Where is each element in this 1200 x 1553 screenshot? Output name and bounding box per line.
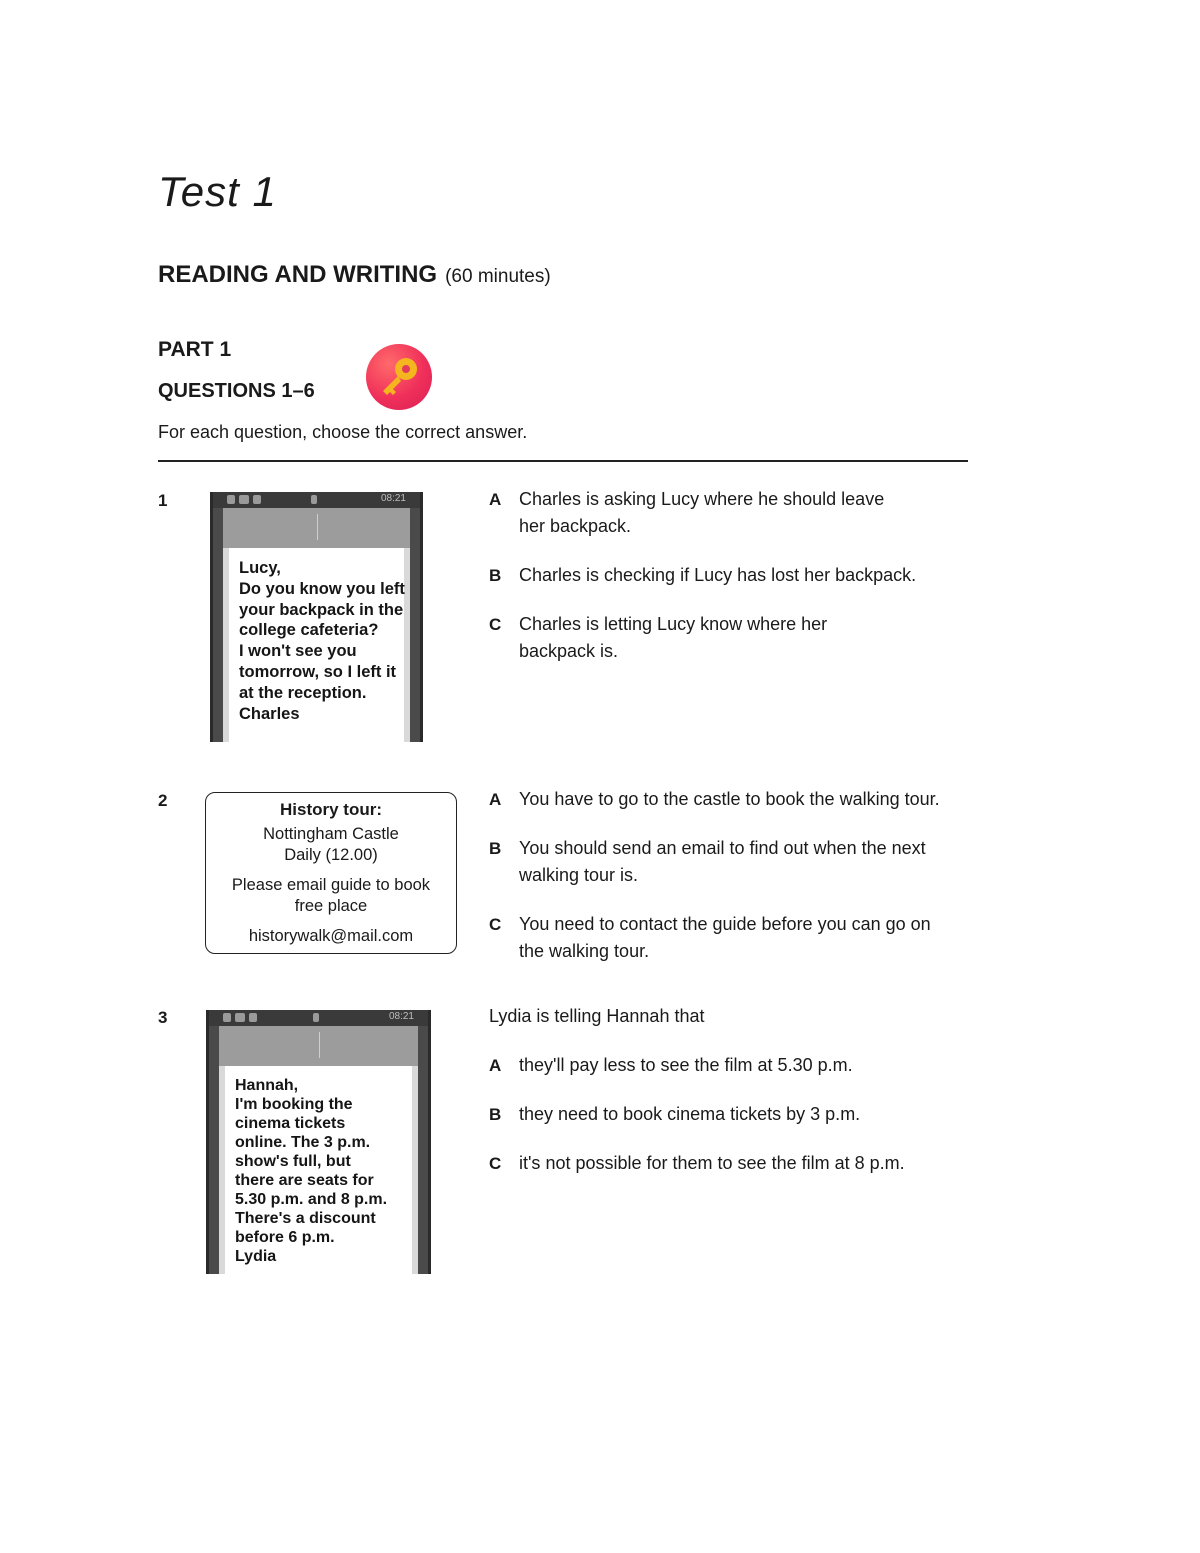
signal-icon: [249, 1013, 257, 1022]
message-line: tomorrow, so I left it: [239, 662, 397, 681]
option-text: her backpack.: [519, 516, 632, 536]
question-number: 3: [158, 1008, 168, 1027]
phone-app-header: [219, 1026, 418, 1066]
option-b[interactable]: [489, 562, 969, 589]
message-line: your backpack in the: [239, 600, 404, 619]
answer-options: [489, 486, 969, 665]
option-a[interactable]: [489, 486, 969, 540]
text-message: [229, 548, 404, 742]
option-letter: A: [489, 490, 502, 509]
option-text: Charles is asking Lucy where he should leave: [519, 489, 885, 509]
option-b[interactable]: [489, 1101, 969, 1128]
notice-line: Nottingham Castle: [263, 825, 399, 843]
option-text: it's not possible for them to see the film at 8 p.m.: [519, 1153, 905, 1173]
option-text: the walking tour.: [519, 941, 650, 961]
option-letter: B: [489, 1105, 502, 1124]
section-name: READING AND WRITING: [158, 261, 438, 288]
phone-time: 08:21: [380, 493, 406, 504]
message-line: Lucy,: [239, 559, 281, 577]
option-text: You have to go to the castle to book the walking tour.: [519, 789, 940, 809]
option-text: You should send an email to find out when the next: [519, 838, 926, 858]
network-icon: [311, 495, 317, 504]
notice-title: History tour:: [280, 800, 382, 819]
phone-status-bar: [209, 1010, 428, 1026]
signal-icon: [253, 495, 261, 504]
option-text: Charles is checking if Lucy has lost her backpack.: [519, 565, 917, 585]
option-letter: A: [489, 1056, 502, 1075]
option-letter: A: [489, 790, 502, 809]
message-line: Charles: [239, 704, 300, 723]
option-letter: B: [489, 839, 502, 858]
section-title: [158, 261, 551, 289]
option-a[interactable]: [489, 786, 979, 813]
option-c[interactable]: [489, 611, 969, 665]
status-icon: [235, 1013, 245, 1022]
status-icon: [223, 1013, 231, 1022]
message-line: online. The 3 p.m.: [235, 1134, 371, 1151]
option-b[interactable]: [489, 835, 979, 889]
message-line: Do you know you left: [239, 579, 405, 598]
option-letter: C: [489, 615, 502, 634]
option-text: walking tour is.: [519, 865, 639, 885]
message-line: at the reception.: [239, 683, 367, 702]
questions-label: QUESTIONS 1–6: [158, 380, 315, 402]
network-icon: [313, 1013, 319, 1022]
instruction: For each question, choose the correct answer.: [158, 422, 528, 442]
phone-mockup: [210, 492, 423, 742]
option-a[interactable]: [489, 1052, 969, 1079]
option-text: backpack is.: [519, 641, 619, 661]
text-message: [225, 1066, 412, 1274]
message-line: show's full, but: [235, 1153, 351, 1170]
notice-box: [205, 792, 457, 954]
option-letter: C: [489, 1154, 502, 1173]
option-text: Charles is letting Lucy know where her: [519, 614, 828, 634]
status-icon: [227, 495, 235, 504]
option-c[interactable]: [489, 911, 979, 965]
phone-screen: [223, 548, 410, 742]
answer-options: [489, 1052, 969, 1177]
message-line: I'm booking the: [235, 1096, 353, 1113]
option-letter: C: [489, 915, 502, 934]
test-title: Test 1: [158, 168, 277, 215]
message-line: I won't see you: [239, 642, 357, 661]
key-badge: [366, 344, 432, 410]
phone-mockup: [206, 1010, 431, 1274]
key-icon: [366, 344, 432, 410]
notice-line: free place: [294, 897, 368, 915]
answer-options: [489, 786, 979, 965]
option-text: they need to book cinema tickets by 3 p.m.: [519, 1104, 861, 1124]
option-c[interactable]: [489, 1150, 969, 1177]
message-line: Lydia: [235, 1248, 277, 1265]
option-letter: B: [489, 566, 502, 585]
phone-app-header: [223, 508, 410, 548]
message-line: Hannah,: [235, 1077, 299, 1094]
phone-status-bar: [213, 492, 420, 508]
notice-email: historywalk@mail.com: [248, 927, 414, 945]
message-line: before 6 p.m.: [235, 1229, 335, 1246]
divider-rule: [158, 460, 968, 462]
question-number: 1: [158, 491, 168, 510]
notice-line: Please email guide to book: [231, 876, 431, 894]
section-duration: (60 minutes): [445, 266, 551, 287]
question-stem: Lydia is telling Hannah that: [489, 1006, 705, 1026]
phone-screen: [219, 1066, 418, 1274]
message-line: college cafeteria?: [239, 621, 379, 640]
question-number: 2: [158, 791, 168, 810]
phone-time: 08:21: [388, 1011, 414, 1022]
message-line: 5.30 p.m. and 8 p.m.: [235, 1191, 388, 1208]
option-text: You need to contact the guide before you can go on: [519, 914, 931, 934]
message-line: there are seats for: [235, 1172, 374, 1189]
status-icon: [239, 495, 249, 504]
part-label: PART 1: [158, 338, 232, 361]
message-line: There's a discount: [235, 1210, 376, 1227]
notice-line: Daily (12.00): [284, 846, 378, 864]
option-text: they'll pay less to see the film at 5.30 p.m.: [519, 1055, 853, 1075]
message-line: cinema tickets: [235, 1115, 346, 1132]
